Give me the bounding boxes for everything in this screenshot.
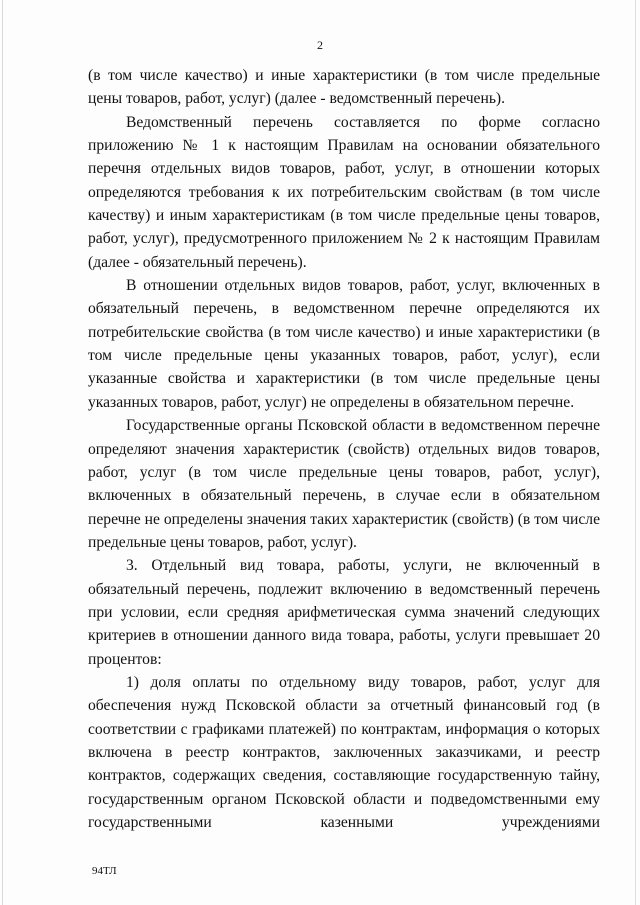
paragraph-clause-3: 3. Отдельный вид товара, работы, услуги, не включенный в обязательный перечень, подлежит включению в ведомственный перечень при условии, если средняя арифметическая сумма значений следующих критериев в отношении данного вида товара, работы, услуги превышает 20 процентов: [88,557,600,668]
paragraph-criterion-1: 1) доля оплаты по отдельному виду товаров, работ, услуг для обеспечения нужд Псковской области за отчетный финансовый год (в соответствии с графиками платежей) по контрактам, информация о которых включена в реестр контрактов, заключенных заказчиками, и реестр контрактов, содержащих сведения, составляющие государственную тайну, государственным органом Псковской области и подведомственными ему государственными казенными учреждениями [88,673,600,831]
paragraph-departmental-list: Ведомственный перечень составляется по форме согласно приложению № 1 к настоящим Правилам на основании обязательного перечня отдельных видов товаров, работ, услуг, в отношении которых определяются требования к их потребительским свойствам (в том числе качеству) и иным характеристикам (в том числе предельные цены товаров, работ, услуг), предусмотренного приложением № 2 к настоящим Правилам (далее - обязательный перечень). [88,113,600,271]
document-body [88,64,600,834]
page-number: 2 [317,38,323,52]
paragraph-mandatory-list-goods: В отношении отдельных видов товаров, работ, услуг, включенных в обязательный перечень, в ведомственном перечне определяются их потребительские свойства (в том числе качество) и иные характеристики (в том числе предельные цены указанных товаров, работ, услуг), если указанные свойства и характеристики (в том числе предельные цены указанных товаров, работ, услуг) не определены в обязательном перечне. [88,277,600,411]
document-code: 94ТЛ [92,865,117,877]
paragraph-continuation: (в том числе качество) и иные характеристики (в том числе предельные цены товаров, работ, услуг) (далее - ведомственный перечень). [88,67,600,108]
paragraph-government-bodies: Государственные органы Псковской области в ведомственном перечне определяют значения характеристик (свойств) отдельных видов товаров, работ, услуг (в том числе предельные цены товаров, работ, услуг), включенных в обязательный перечень, в случае если в обязательном перечне не определены значения таких характеристик (свойств) (в том числе предельные цены товаров, работ, услуг). [88,417,600,551]
scan-edge-left [2,0,3,905]
scan-edge-right [635,0,636,905]
